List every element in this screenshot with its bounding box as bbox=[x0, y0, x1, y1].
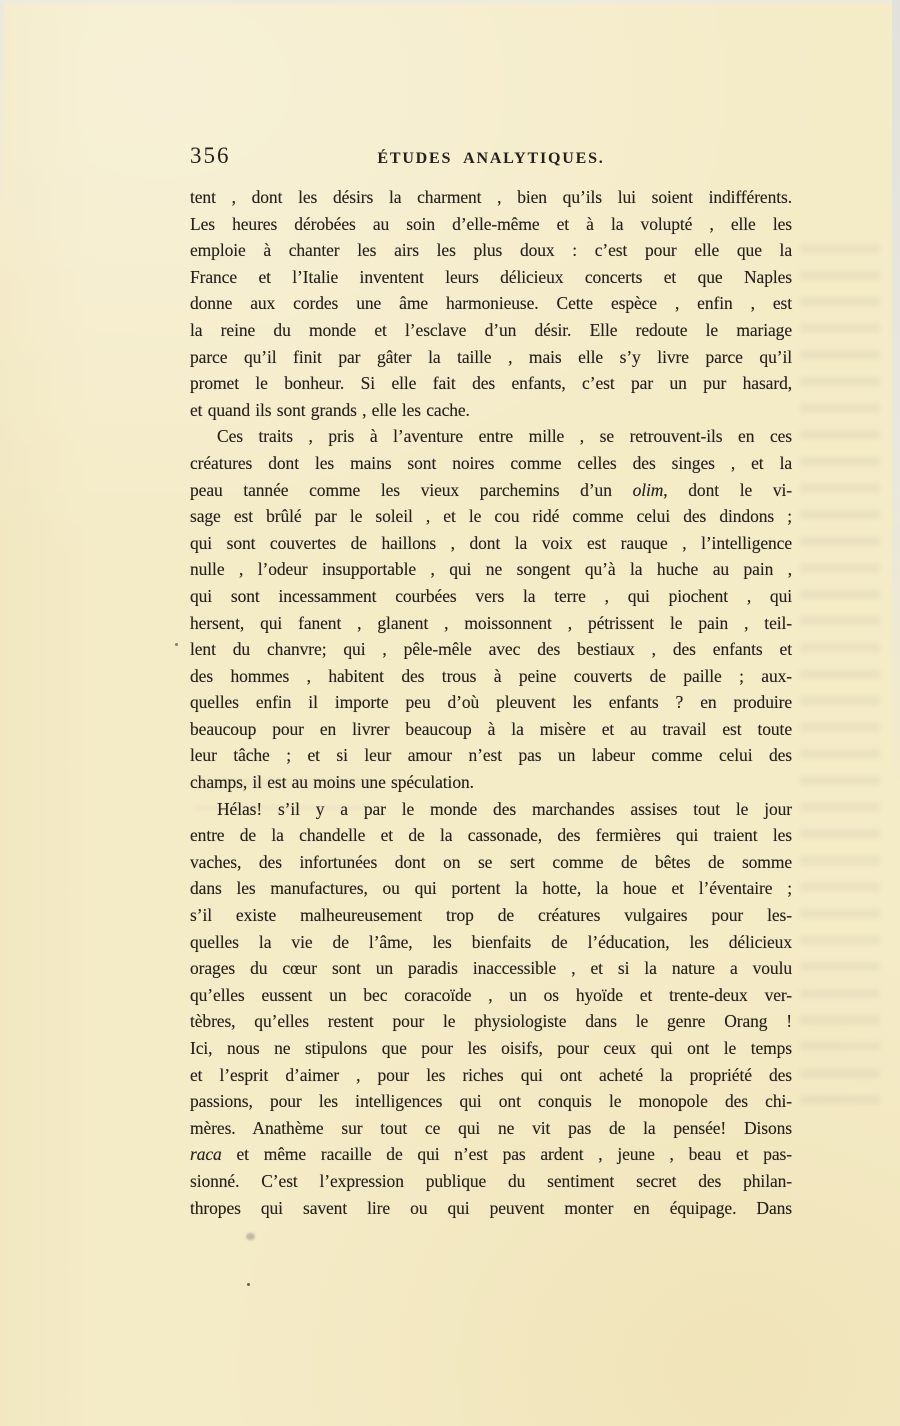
text-line: créatures dont les mains sont noires comme celles des singes , et la bbox=[190, 452, 792, 473]
page-number: 356 bbox=[190, 143, 231, 168]
text-line: Les heures dérobées au soin d’elle-même et à la volupté , elle les bbox=[190, 213, 792, 234]
running-title: ÉTUDES ANALYTIQUES. bbox=[377, 150, 605, 167]
text-line: et l’esprit d’aimer , pour les riches qui ont acheté la propriété des bbox=[190, 1064, 792, 1085]
bleed-through-right-margin bbox=[800, 235, 880, 1115]
text-line: quelles la vie de l’âme, les bienfaits de l’éducation, les délicieux bbox=[190, 931, 792, 952]
text-line: promet le bonheur. Si elle fait des enfants, c’est par un pur hasard, bbox=[190, 373, 792, 394]
text-line: orages du cœur sont un paradis inaccessible , et si la nature a voulu bbox=[190, 958, 792, 979]
text-line: dans les manufactures, ou qui portent la hotte, la houe et l’éventaire ; bbox=[190, 878, 792, 899]
text-line: donne aux cordes une âme harmonieuse. Cette espèce , enfin , est bbox=[190, 293, 792, 314]
text-line: passions, pour les intelligences qui ont conquis le monopole des chi- bbox=[190, 1091, 792, 1112]
text-line: beaucoup pour en livrer beaucoup à la misère et au travail est toute bbox=[190, 718, 792, 739]
scan-edge-right bbox=[892, 0, 900, 800]
text-line: Hélas! s’il y a par le monde des marchandes assises tout le jour bbox=[217, 798, 792, 819]
text-line: France et l’Italie inventent leurs délicieux concerts et que Naples bbox=[190, 266, 792, 287]
text-line: lent du chanvre; qui , pêle-mêle avec des bestiaux , des enfants et bbox=[190, 639, 792, 660]
ink-speck-left-margin bbox=[175, 643, 178, 646]
text-line: hersent, qui fanent , glanent , moissonnent , pétrissent le pain , teil- bbox=[190, 612, 792, 633]
text-line: vaches, des infortunées dont on se sert comme de bêtes de somme bbox=[190, 851, 792, 872]
text-line: sage est brûlé par le soleil , et le cou ridé comme celui des dindons ; bbox=[190, 506, 792, 527]
ink-smudge bbox=[246, 1233, 255, 1240]
text-line: Ces traits , pris à l’aventure entre mille , se retrouvent-ils en ces bbox=[217, 426, 792, 447]
text-line: des hommes , habitent des trous à peine couverts de paille ; aux- bbox=[190, 665, 792, 686]
text-line: raca et même racaille de qui n’est pas ardent , jeune , beau et pas- bbox=[190, 1144, 792, 1165]
text-line: la reine du monde et l’esclave d’un désir. Elle redoute le mariage bbox=[190, 319, 792, 340]
text-line: peau tannée comme les vieux parchemins d’un olim, dont le vi- bbox=[190, 479, 792, 500]
text-line: quelles enfin il importe peu d’où pleuvent les enfants ? en produire bbox=[190, 692, 792, 713]
text-line: parce qu’il finit par gâter la taille , mais elle s’y livre parce qu’il bbox=[190, 346, 792, 367]
text-line: s’il existe malheureusement trop de créatures vulgaires pour les- bbox=[190, 905, 792, 926]
text-line: tèbres, qu’elles restent pour le physiologiste dans le genre Orang ! bbox=[190, 1011, 792, 1032]
ink-speck bbox=[247, 1283, 250, 1286]
text-line: entre de la chandelle et de la cassonade, des fermières qui traient les bbox=[190, 825, 792, 846]
text-block bbox=[190, 184, 792, 1221]
text-line: qui sont incessamment courbées vers la terre , qui piochent , qui bbox=[190, 585, 792, 606]
scan-edge-left bbox=[0, 0, 4, 220]
text-line: qu’elles eussent un bec coracoïde , un os hyoïde et trente-deux ver- bbox=[190, 984, 792, 1005]
text-line: qui sont couvertes de haillons , dont la voix est rauque , l’intelligence bbox=[190, 532, 792, 553]
text-line: thropes qui savent lire ou qui peuvent monter en équipage. Dans bbox=[190, 1197, 792, 1218]
text-line: sionné. C’est l’expression publique du sentiment secret des philan- bbox=[190, 1170, 792, 1191]
text-line: nulle , l’odeur insupportable , qui ne songent qu’à la huche au pain , bbox=[190, 559, 792, 580]
text-line: emploie à chanter les airs les plus doux : c’est pour elle que la bbox=[190, 240, 792, 261]
text-line: champs, il est au moins une spéculation. bbox=[190, 772, 474, 793]
text-line: mères. Anathème sur tout ce qui ne vit pas de la pensée! Disons bbox=[190, 1117, 792, 1138]
text-line: Ici, nous ne stipulons que pour les oisifs, pour ceux qui ont le temps bbox=[190, 1038, 792, 1058]
scan-edge-top bbox=[0, 0, 900, 6]
text-line: tent , dont les désirs la charment , bien qu’ils lui soient indifférents. bbox=[190, 187, 792, 207]
text-line: et quand ils sont grands , elle les cache. bbox=[190, 399, 470, 420]
text-line: leur tâche ; et si leur amour n’est pas un labeur comme celui des bbox=[190, 745, 792, 766]
